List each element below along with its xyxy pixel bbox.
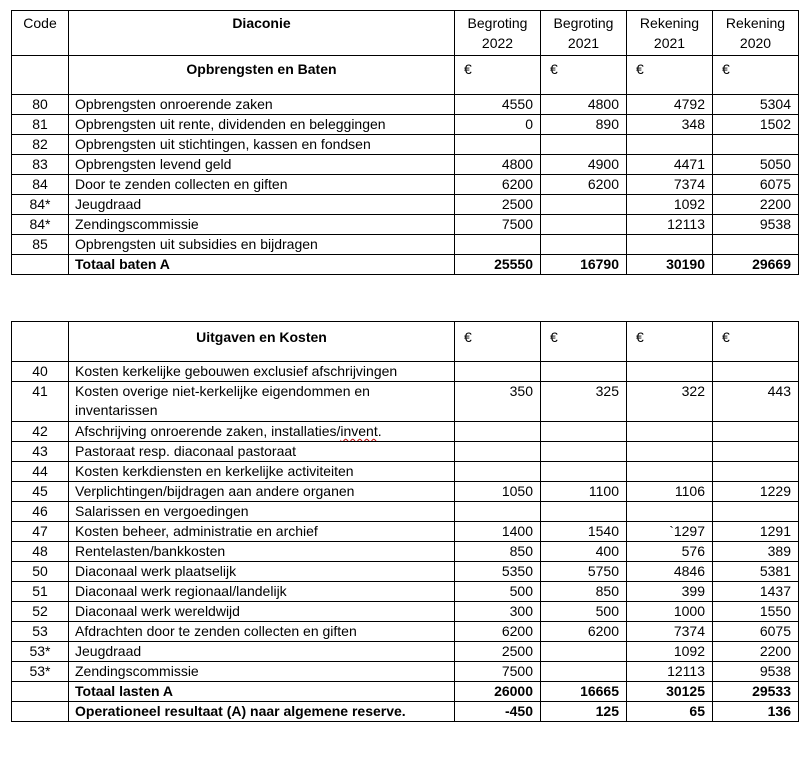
table-row <box>12 95 799 115</box>
row-value <box>541 462 627 482</box>
row-description: Salarissen en vergoedingen <box>69 502 455 522</box>
row-value: 1550 <box>713 602 799 622</box>
row-value: 7500 <box>455 662 541 682</box>
row-code: 40 <box>12 362 69 382</box>
table-row <box>12 235 799 255</box>
row-description: Jeugdraad <box>69 195 455 215</box>
row-value: 6200 <box>455 622 541 642</box>
table-row <box>12 382 799 422</box>
row-value: 12113 <box>627 215 713 235</box>
spellcheck-word: invent <box>340 423 378 439</box>
row-code: 41 <box>12 382 69 422</box>
row-description: Verplichtingen/bijdragen aan andere organen <box>69 482 455 502</box>
row-code: 48 <box>12 542 69 562</box>
row-value: 6200 <box>541 175 627 195</box>
table-row <box>12 175 799 195</box>
row-value <box>541 442 627 462</box>
row-value <box>627 502 713 522</box>
column-header: Begroting 2021 <box>541 11 627 56</box>
total-value: 29669 <box>713 255 799 275</box>
row-value <box>627 235 713 255</box>
row-value <box>627 362 713 382</box>
table-title: Diaconie <box>69 11 455 56</box>
row-value: 400 <box>541 542 627 562</box>
row-value <box>455 442 541 462</box>
row-description: Door te zenden collecten en giften <box>69 175 455 195</box>
row-code: 43 <box>12 442 69 462</box>
section-title: Uitgaven en Kosten <box>69 322 455 362</box>
row-value: 2200 <box>713 642 799 662</box>
row-value <box>713 135 799 155</box>
row-code: 81 <box>12 115 69 135</box>
table-row <box>12 602 799 622</box>
row-value: 399 <box>627 582 713 602</box>
currency-label: € <box>541 56 627 95</box>
row-code: 84 <box>12 175 69 195</box>
table-row <box>12 215 799 235</box>
row-value: 5381 <box>713 562 799 582</box>
row-value <box>627 135 713 155</box>
row-value: 6075 <box>713 622 799 642</box>
row-value <box>713 442 799 462</box>
result-value: 136 <box>713 702 799 722</box>
currency-label: € <box>713 322 799 362</box>
row-value: 5750 <box>541 562 627 582</box>
row-value: 325 <box>541 382 627 422</box>
row-description: Diaconaal werk wereldwijd <box>69 602 455 622</box>
currency-label: € <box>627 322 713 362</box>
total-value: 25550 <box>455 255 541 275</box>
section-row <box>12 56 799 95</box>
row-value: 4550 <box>455 95 541 115</box>
total-value: 30125 <box>627 682 713 702</box>
row-value: 322 <box>627 382 713 422</box>
row-value: `1297 <box>627 522 713 542</box>
row-description: Opbrengsten uit rente, dividenden en beleggingen <box>69 115 455 135</box>
total-row <box>12 255 799 275</box>
row-value: 12113 <box>627 662 713 682</box>
row-value: 500 <box>455 582 541 602</box>
row-description: Zendingscommissie <box>69 215 455 235</box>
row-code: 44 <box>12 462 69 482</box>
row-description: Zendingscommissie <box>69 662 455 682</box>
column-header: Rekening 2020 <box>713 11 799 56</box>
row-value <box>627 462 713 482</box>
row-description: Kosten beheer, administratie en archief <box>69 522 455 542</box>
table-row <box>12 582 799 602</box>
row-value: 1100 <box>541 482 627 502</box>
row-value: 5050 <box>713 155 799 175</box>
table-row <box>12 522 799 542</box>
row-description: Opbrengsten onroerende zaken <box>69 95 455 115</box>
row-code: 83 <box>12 155 69 175</box>
row-value <box>713 362 799 382</box>
total-row <box>12 682 799 702</box>
row-description: Afdrachten door te zenden collecten en giften <box>69 622 455 642</box>
row-value: 1000 <box>627 602 713 622</box>
row-value: 2500 <box>455 195 541 215</box>
expense-table <box>11 321 799 722</box>
total-label: Totaal lasten A <box>69 682 455 702</box>
column-header: Begroting 2022 <box>455 11 541 56</box>
row-value: 6200 <box>541 622 627 642</box>
row-value: 1050 <box>455 482 541 502</box>
total-value: 26000 <box>455 682 541 702</box>
row-description: Diaconaal werk plaatselijk <box>69 562 455 582</box>
row-value <box>627 442 713 462</box>
row-value <box>541 195 627 215</box>
row-value: 850 <box>455 542 541 562</box>
row-value <box>541 362 627 382</box>
result-value: 65 <box>627 702 713 722</box>
table-row <box>12 442 799 462</box>
row-value: 9538 <box>713 215 799 235</box>
total-value: 30190 <box>627 255 713 275</box>
row-description: Opbrengsten uit stichtingen, kassen en fondsen <box>69 135 455 155</box>
row-value: 300 <box>455 602 541 622</box>
table-row <box>12 642 799 662</box>
row-value <box>455 135 541 155</box>
row-value <box>455 235 541 255</box>
row-value <box>541 642 627 662</box>
row-code: 84* <box>12 215 69 235</box>
row-code: 46 <box>12 502 69 522</box>
row-value: 4471 <box>627 155 713 175</box>
column-header: Rekening 2021 <box>627 11 713 56</box>
table-row <box>12 422 799 442</box>
table-row <box>12 562 799 582</box>
row-value: 1092 <box>627 642 713 662</box>
header-row <box>12 11 799 56</box>
row-description: Kosten kerkdiensten en kerkelijke activiteiten <box>69 462 455 482</box>
row-value: 7500 <box>455 215 541 235</box>
result-value: -450 <box>455 702 541 722</box>
row-code: 42 <box>12 422 69 442</box>
table-row <box>12 462 799 482</box>
currency-label: € <box>541 322 627 362</box>
row-description: Diaconaal werk regionaal/landelijk <box>69 582 455 602</box>
table-row <box>12 115 799 135</box>
total-value: 29533 <box>713 682 799 702</box>
row-value <box>541 422 627 442</box>
currency-label: € <box>713 56 799 95</box>
row-value: 348 <box>627 115 713 135</box>
income-table <box>11 10 799 275</box>
row-description: Afschrijving onroerende zaken, installaties/invent. <box>69 422 455 442</box>
table-row <box>12 622 799 642</box>
row-code: 45 <box>12 482 69 502</box>
row-value: 890 <box>541 115 627 135</box>
row-value: 1540 <box>541 522 627 542</box>
table-row <box>12 195 799 215</box>
row-value: 1437 <box>713 582 799 602</box>
row-value <box>541 502 627 522</box>
row-value: 350 <box>455 382 541 422</box>
row-code: 50 <box>12 562 69 582</box>
row-code: 53* <box>12 642 69 662</box>
row-value: 0 <box>455 115 541 135</box>
row-description: Pastoraat resp. diaconaal pastoraat <box>69 442 455 462</box>
section-title: Opbrengsten en Baten <box>69 56 455 95</box>
table-row <box>12 482 799 502</box>
row-value: 4792 <box>627 95 713 115</box>
row-value <box>713 235 799 255</box>
row-code: 84* <box>12 195 69 215</box>
row-value <box>713 462 799 482</box>
row-value: 4846 <box>627 562 713 582</box>
row-value: 576 <box>627 542 713 562</box>
row-code: 85 <box>12 235 69 255</box>
row-value <box>455 362 541 382</box>
code-header: Code <box>12 11 69 56</box>
row-code: 47 <box>12 522 69 542</box>
row-value <box>627 422 713 442</box>
row-value: 1502 <box>713 115 799 135</box>
row-value: 1092 <box>627 195 713 215</box>
row-code: 82 <box>12 135 69 155</box>
total-value: 16790 <box>541 255 627 275</box>
row-value: 443 <box>713 382 799 422</box>
row-value: 1400 <box>455 522 541 542</box>
row-value: 500 <box>541 602 627 622</box>
row-code: 80 <box>12 95 69 115</box>
row-description: Jeugdraad <box>69 642 455 662</box>
row-value: 6200 <box>455 175 541 195</box>
row-value: 1291 <box>713 522 799 542</box>
currency-label: € <box>455 322 541 362</box>
row-value: 2200 <box>713 195 799 215</box>
row-value <box>541 215 627 235</box>
row-value <box>455 422 541 442</box>
row-value <box>713 422 799 442</box>
row-description: Opbrengsten levend geld <box>69 155 455 175</box>
row-value: 4800 <box>541 95 627 115</box>
row-description: Kosten kerkelijke gebouwen exclusief afschrijvingen <box>69 362 455 382</box>
row-value <box>541 135 627 155</box>
section-row <box>12 322 799 362</box>
row-description: Opbrengsten uit subsidies en bijdragen <box>69 235 455 255</box>
row-value: 5304 <box>713 95 799 115</box>
row-value: 9538 <box>713 662 799 682</box>
row-value: 1106 <box>627 482 713 502</box>
table-row <box>12 502 799 522</box>
table-row <box>12 135 799 155</box>
currency-label: € <box>455 56 541 95</box>
result-value: 125 <box>541 702 627 722</box>
table-row <box>12 362 799 382</box>
result-row <box>12 702 799 722</box>
row-value <box>541 662 627 682</box>
total-label: Totaal baten A <box>69 255 455 275</box>
row-description: Rentelasten/bankkosten <box>69 542 455 562</box>
row-code: 52 <box>12 602 69 622</box>
row-value: 6075 <box>713 175 799 195</box>
total-value: 16665 <box>541 682 627 702</box>
row-code: 53* <box>12 662 69 682</box>
row-value: 1229 <box>713 482 799 502</box>
row-code: 53 <box>12 622 69 642</box>
row-value <box>455 502 541 522</box>
row-value: 7374 <box>627 175 713 195</box>
result-label: Operationeel resultaat (A) naar algemene reserve. <box>69 702 455 722</box>
row-value: 4800 <box>455 155 541 175</box>
table-row <box>12 155 799 175</box>
row-description: Kosten overige niet-kerkelijke eigendommen en inventarissen <box>69 382 455 422</box>
row-code: 51 <box>12 582 69 602</box>
row-value: 389 <box>713 542 799 562</box>
row-value <box>541 235 627 255</box>
row-value: 4900 <box>541 155 627 175</box>
row-value: 2500 <box>455 642 541 662</box>
row-value: 850 <box>541 582 627 602</box>
table-row <box>12 542 799 562</box>
row-value: 7374 <box>627 622 713 642</box>
table-row <box>12 662 799 682</box>
row-value <box>455 462 541 482</box>
row-value <box>713 502 799 522</box>
row-value: 5350 <box>455 562 541 582</box>
currency-label: € <box>627 56 713 95</box>
